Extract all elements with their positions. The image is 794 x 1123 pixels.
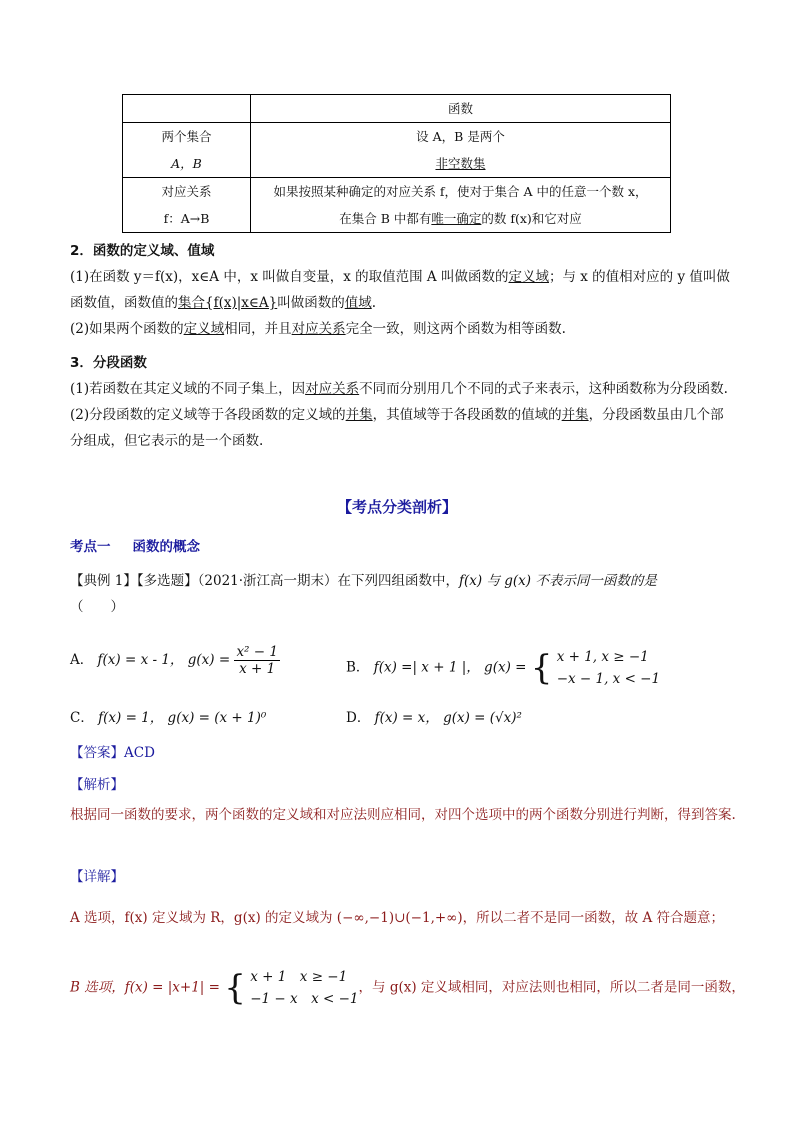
- detail-a: A 选项，f(x) 定义域为 R，g(x) 的定义域为 (−∞,−1)∪(−1,+∞)，所以二者不是同一函数，故 A 符合题意；: [70, 910, 725, 926]
- paragraph: (2)如果两个函数的定义域相同，并且对应关系完全一致，则这两个函数为相等函数.: [70, 321, 566, 337]
- table-cell: [123, 95, 251, 123]
- row-value: 设 A，B 是两个: [416, 129, 505, 144]
- example-tag: 【典例 1】【多选题】: [70, 573, 198, 589]
- paragraph: (2)分段函数的定义域等于各段函数的定义域的并集，其值域等于各段函数的值域的并集，分段函数虽由几个部分组成，但它表示的是一个函数.: [70, 407, 724, 449]
- option-b: B． f(x) =| x + 1 |， g(x) = { x + 1, x ≥ −1 −x − 1, x < −1: [346, 648, 661, 688]
- row-label: 两个集合: [161, 129, 212, 144]
- table-row: [123, 178, 671, 233]
- option-c: C． f(x) = 1， g(x) = (x + 1)⁰: [70, 710, 267, 726]
- section-domain-range: [70, 238, 730, 342]
- table-cell: [123, 178, 251, 233]
- kaodian-heading: 考点一 函数的概念: [70, 539, 200, 555]
- answer-paren: （ ）: [70, 599, 124, 615]
- section-banner: 【考点分类剖析】: [336, 498, 457, 516]
- analysis-text: 根据同一函数的要求，两个函数的定义域和对应法则应相同，对四个选项中的两个函数分别进行判断，得到答案.: [70, 807, 736, 823]
- answer-line: 【答案】ACD: [70, 745, 155, 761]
- section-heading: 3．分段函数: [70, 355, 147, 371]
- table-row: [123, 123, 671, 178]
- piecewise-cases: x + 1 x ≥ −1 −1 − x x < −1: [250, 969, 359, 1007]
- row-label: A，B: [171, 156, 202, 171]
- detail-b: B 选项，f(x) = |x+1| = { x + 1 x ≥ −1 −1 − x x < −1 ，与 g(x) 定义域相同，对应法则也相同，所以二者是同一函数，: [70, 968, 745, 1008]
- table-cell: [123, 123, 251, 178]
- section-piecewise: [70, 350, 730, 454]
- row-value: 在集合 B 中都有唯一确定的数 f(x)和它对应: [339, 211, 582, 226]
- table-cell: [251, 123, 671, 178]
- row-value: 非空数集: [435, 156, 486, 171]
- function-definition-table: [122, 94, 671, 233]
- detail-label: 【详解】: [70, 869, 124, 885]
- paragraph: (1)在函数 y＝f(x)，x∈A 中，x 叫做自变量，x 的取值范围 A 叫做函数的定义域；与 x 的值相对应的 y 值叫做函数值，函数值的集合{f(x)|x∈A}叫做函数的值域.: [70, 269, 730, 311]
- example-stem: 【典例 1】【多选题】（2021·浙江高一期末）在下列四组函数中，f(x) 与 g(x) 不表示同一函数的是 （ ）: [70, 568, 736, 620]
- section-heading: 2．函数的定义域、值域: [70, 243, 215, 259]
- table-row: [123, 95, 671, 123]
- piecewise-cases: x + 1, x ≥ −1 −x − 1, x < −1: [556, 649, 661, 687]
- analysis-label: 【解析】: [70, 777, 124, 793]
- row-label: 对应关系: [161, 184, 212, 199]
- paragraph: (1)若函数在其定义域的不同子集上，因对应关系不同而分别用几个不同的式子来表示，这种函数称为分段函数.: [70, 381, 728, 397]
- row-value: 如果按照某种确定的对应关系 f，使对于集合 A 中的任意一个数 x，: [273, 184, 648, 199]
- row-label: f：A→B: [163, 211, 210, 226]
- fraction: $\frac{\text{x² − 1}}{x + 1}$: [236, 644, 278, 677]
- table-cell: [251, 178, 671, 233]
- option-d: D． f(x) = x， g(x) = (√x)²: [346, 710, 522, 726]
- option-a: A． f(x) = x - 1， g(x) = $\frac{\text{x² − 1}}{x + 1}$: [70, 644, 278, 677]
- table-header-cell: 函数: [251, 95, 671, 123]
